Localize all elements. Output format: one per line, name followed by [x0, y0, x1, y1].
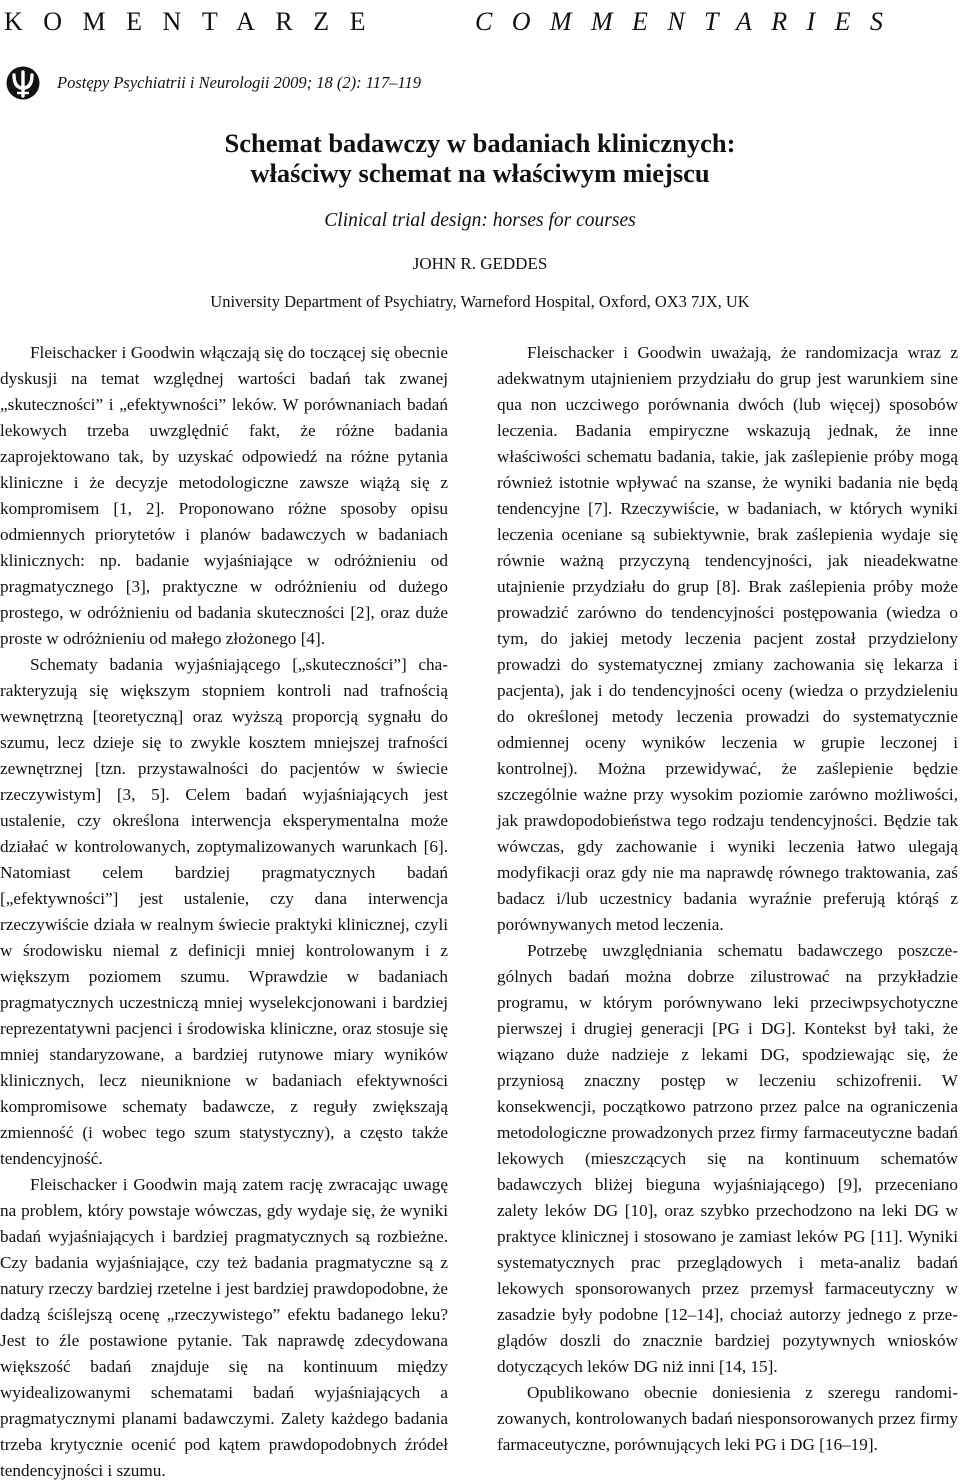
paragraph: Potrzebę uwzględniania schematu badawczego poszczególnych badań można dobrze zilustrować na przykładzie programu, w którym porównywano leki przeciwpsychotyczne pierwszej i drugiej generacji [PG i DG]. Kontekst był taki, że wiązano duże nadzieje z lekami DG, spodziewając się, że przyniosą znaczny postęp w leczeniu schizofrenii. W konsekwencji, początkowo patrzono przez palce na ograniczenia metodologiczne prowadzonych przez firmy farmaceutyczne badań lekowych (mieszczących się na kontinuum schematów badawczych bliżej bieguna wyjaśniającego) [9], przeceniano zalety leków DG [10], oraz szybko przechodzono na leki DG w praktyce klinicznej i stosowano je zamiast leków PG [11]. Wyniki systematycznych prac przeglądowych i meta-analiz badań lekowych sponsorowanych przez przemysł farmaceutyczny w zasadzie były podobne [12–14], chociaż autorzy jednego z przeglądów doszli do znacznie bardziej pozytywnych wniosków dotyczących leków DG niż inni [14, 15]. — [497, 941, 958, 1376]
article-subtitle: Clinical trial design: horses for courses — [324, 210, 636, 231]
journal-logo-icon — [6, 66, 40, 100]
section-title-english: COMMENTARIES — [475, 7, 903, 36]
article-title-line-2: właściwy schemat na właściwym miejscu — [250, 158, 710, 188]
section-header — [0, 2, 960, 42]
author-affiliation: University Department of Psychiatry, Warneford Hospital, Oxford, OX3 7JX, UK — [210, 292, 750, 311]
article-title — [0, 128, 960, 188]
paragraph: Schematy badania wyjaśniającego [„skuteczności”] charakteryzują się większym stopniem kontroli nad trafnością wewnętrzną [teoretyczną] oraz wyższą proporcją sygnału do szumu, lecz dzieje się to zwykle kosztem mniejszej trafności zewnętrznej [tzn. przystawalności do pacjentów w świecie rzeczywistym] [3, 5]. Celem badań wyjaśniających jest ustalenie, czy określona interwencja eksperymentalna może działać w kontrolowanych, zoptymalizowanych warunkach [6]. Natomiast celem bardziej pragmatycznych badań [„efektywności”] jest ustalenie, czy dana interwencja rzeczywiście działa w realnym świecie praktyki klinicznej, czyli w środowisku niemal z definicji mniej kontrolowanym i z większym poziomem szumu. Wprawdzie w badaniach pragmatycznych uczestniczą mniej wyselekcjonowani i bardziej reprezentatywni pacjenci i środowiska kliniczne, oraz stosuje się mniej standaryzowane, a bardziej rutynowe miary wyników klinicznych, lecz nieuniknione w badaniach efektywności kompromisowe schematy badawcze, z reguły zwiększają zmienność (i wobec tego szum statystyczny), a często także tendencyjność. — [0, 655, 448, 1168]
paragraph: Fleischacker i Goodwin uważają, że randomizacja wraz z adekwatnym utajnieniem przydziału do grup jest warunkiem sine qua non uczciwego porównania dwóch (lub więcej) sposobów leczenia. Badania empiryczne wskazują jednak, że inne właściwości schematu badania, takie, jak zaślepienie próby mogą również istotnie wpływać na szanse, że wyniki badania nie będą tendencyjne [7]. Rzeczywiście, w badaniach, w których wyniki leczenia oceniane są subiektywnie, brak zaślepienia wydaje się równie ważną przyczyną tendencyjności, jak nieadekwatne utajnienie przydziału do grup [8]. Brak zaślepienia próby może prowadzić zarówno do tendencyjności postępowania (wiedza o tym, do jakiej metody leczenia pacjent został przydzielony prowadzi do systematycznej zmiany zachowania się lekarza i pacjenta), jak i do tendencyjności oceny (wiedza o przydzieleniu do określonej metody leczenia prowadzi do systematycznie odmiennej oceny wyników leczenia w grupie leczonej i kontrolnej). Można przewidywać, że zaślepienie będzie szczególnie ważne przy wysokim poziomie zarówno możliwości, jak prawdopodobieństwa tego rodzaju tendencyjności. Będzie tak wówczas, gdy zachowanie i wyniki leczenia łatwo ulegają modyfikacji oraz gdy nie ma naprawdę równego traktowania, zaś badacz i/lub uczestnicy badania wyraźnie preferują którąś z porównywanych metod leczenia. — [497, 343, 958, 934]
body-column-right — [497, 340, 958, 1458]
journal-citation: Postępy Psychiatrii i Neurologii 2009; 18 (2): 117–119 — [57, 73, 422, 92]
paragraph: Opublikowano obecnie doniesienia z szeregu randomizowanych, kontrolowanych badań niesponsorowanych przez firmy farmaceutyczne, porównujących leki PG i DG [16–19]. — [497, 1383, 958, 1454]
article-author: JOHN R. GEDDES — [412, 254, 548, 273]
body-column-left — [0, 340, 448, 1484]
paragraph: Fleischacker i Goodwin włączają się do toczącej się obecnie dyskusji na temat względnej wartości badań tak zwanej „skuteczności” i „efektywności” leków. W porównaniach badań lekowych trzeba uwzględnić fakt, że różne badania zaprojektowano tak, by uzyskać odpowiedź na różne pytania kliniczne i że decyzje metodologiczne zawsze wiążą się z kompromisem [1, 2]. Proponowano różne sposoby opisu odmiennych priorytetów i planów badawczych w badaniach klinicznych: np. badanie wyjaśniające w odróżnieniu od pragmatycznego [3], praktyczne w odróżnieniu od dużego prostego, w odróżnieniu od badania skuteczności [2], oraz duże proste w odróżnieniu od małego złożonego [4]. — [0, 343, 448, 648]
article-title-line-1: Schemat badawczy w badaniach klinicznych: — [224, 128, 736, 158]
paragraph: Fleischacker i Goodwin mają zatem rację zwracając uwagę na problem, który powstaje wówczas, gdy wydaje się, że wyniki badań wyjaśniających i bardziej pragmatycznych są rozbieżne. Czy badania wyjaśniające, czy też badania pragmatyczne są z natury rzeczy bardziej rzetelne i jest bardziej prawdopodobne, że dadzą ściślejszą ocenę „rzeczywistego” efektu badanego leku? Jest to źle postawione pytanie. Tak naprawdę zdecydowana większość badań znajduje się na kontinuum między wyidealizowanymi schematami badań wyjaśniających a pragmatycznymi planami badawczymi. Zalety każdego badania trzeba krytycznie ocenić pod kątem prawdopodobnych źródeł tendencyjności i szumu. — [0, 1175, 448, 1480]
section-title-polish: KOMENTARZE — [4, 7, 387, 36]
